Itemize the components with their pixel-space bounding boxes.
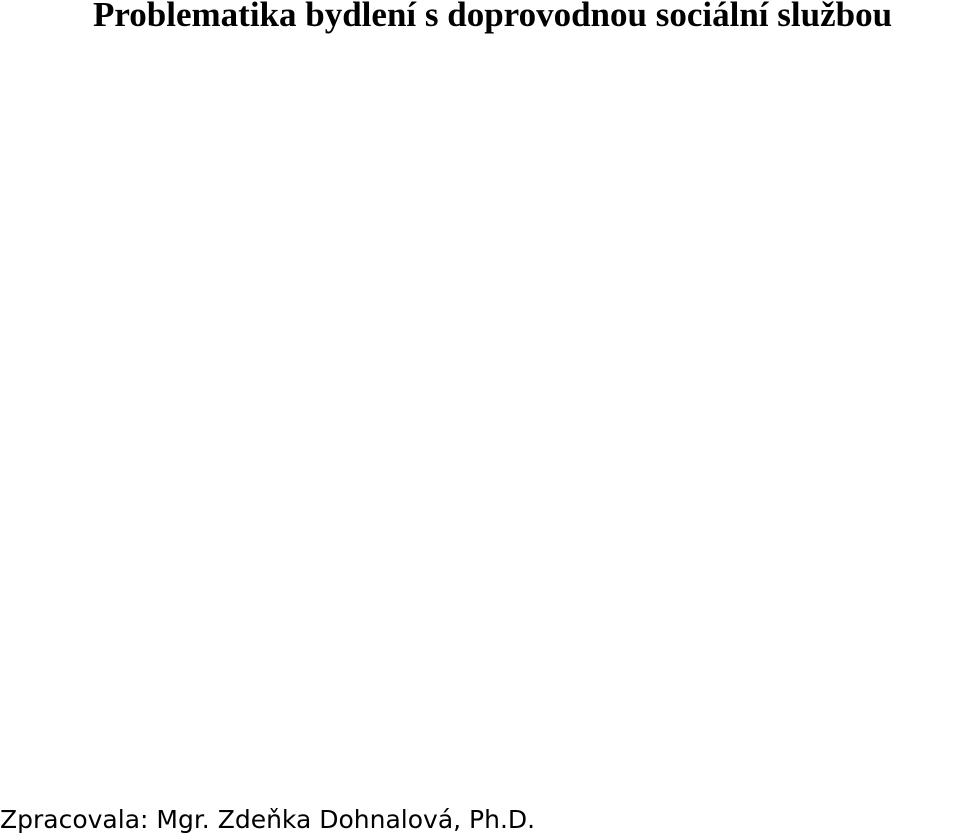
document-title: Problematika bydlení s doprovodnou sociální službou <box>93 0 893 34</box>
author-line: Zpracovala: Mgr. Zdeňka Dohnalová, Ph.D. <box>0 805 536 834</box>
